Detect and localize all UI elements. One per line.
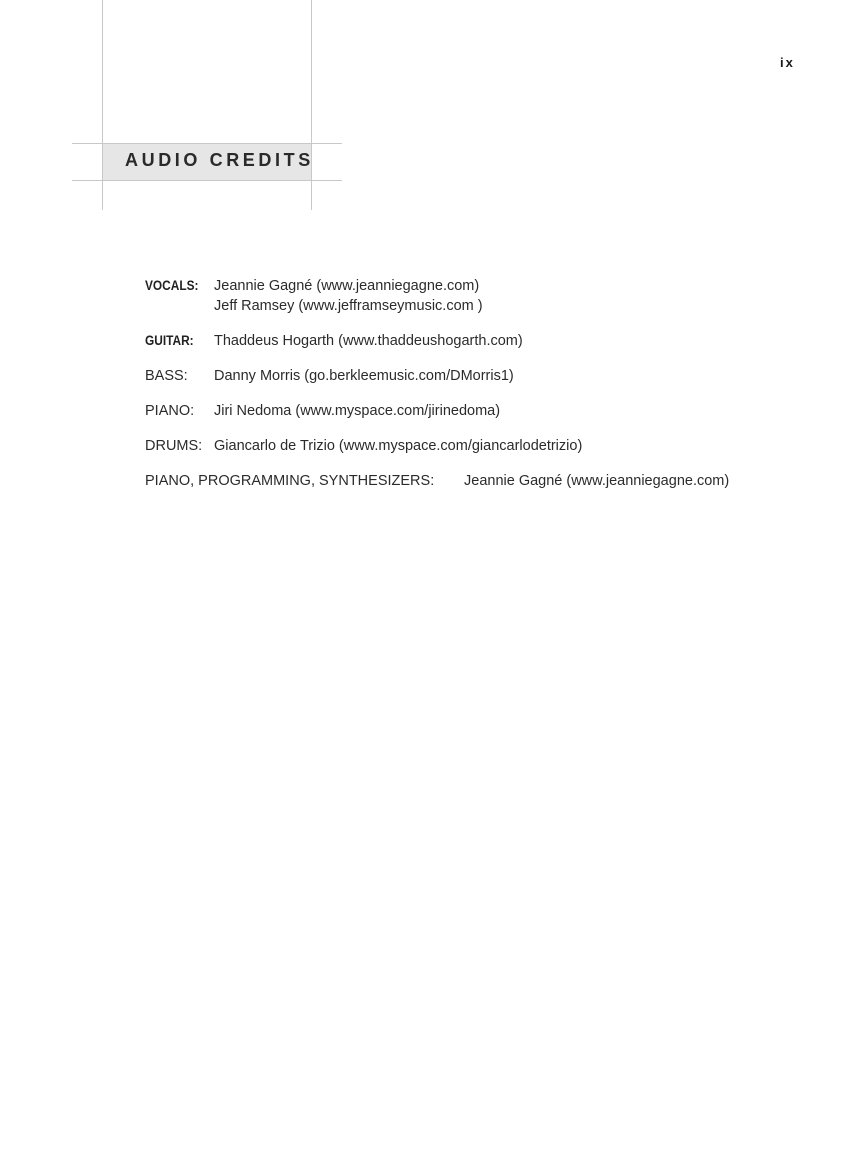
credit-row-piano-programming-synthesizers (145, 471, 835, 491)
page-number: ix (780, 55, 795, 70)
credit-name: Thaddeus Hogarth (www.thaddeushogarth.com) (214, 333, 523, 349)
page-title: AUDIO CREDITS (125, 150, 314, 170)
credit-names (214, 401, 500, 421)
credit-names (214, 331, 523, 351)
credit-role: GUITAR: (145, 333, 194, 348)
credit-name: Jeannie Gagné (www.jeanniegagne.com) (464, 473, 730, 489)
credit-name: Giancarlo de Trizio (www.myspace.com/giancarlodetrizio) (214, 438, 583, 454)
grid-line-vertical-right (311, 0, 312, 210)
credit-name: Jeannie Gagné (www.jeanniegagne.com) (214, 278, 480, 294)
grid-line-horizontal-bottom (72, 180, 342, 181)
credit-name: Jeff Ramsey (www.jefframseymusic.com ) (214, 298, 483, 314)
credit-role: PIANO, PROGRAMMING, SYNTHESIZERS: (145, 473, 435, 489)
credit-name: Jiri Nedoma (www.myspace.com/jirinedoma) (214, 403, 501, 419)
credit-row-guitar (145, 331, 835, 351)
credit-role: DRUMS: (145, 438, 203, 454)
credit-row-drums (145, 436, 835, 456)
credit-name: Danny Morris (go.berkleemusic.com/DMorris1) (214, 368, 514, 384)
credit-names (214, 436, 582, 456)
credit-names (214, 366, 514, 386)
credit-row-piano (145, 401, 835, 421)
credit-role: PIANO: (145, 403, 195, 419)
credit-row-bass (145, 366, 835, 386)
credit-role: VOCALS: (145, 278, 199, 293)
credit-names (214, 276, 483, 316)
credit-role: BASS: (145, 368, 188, 384)
credit-names (464, 471, 729, 491)
credits-list (145, 276, 835, 506)
credit-row-vocals (145, 276, 835, 316)
